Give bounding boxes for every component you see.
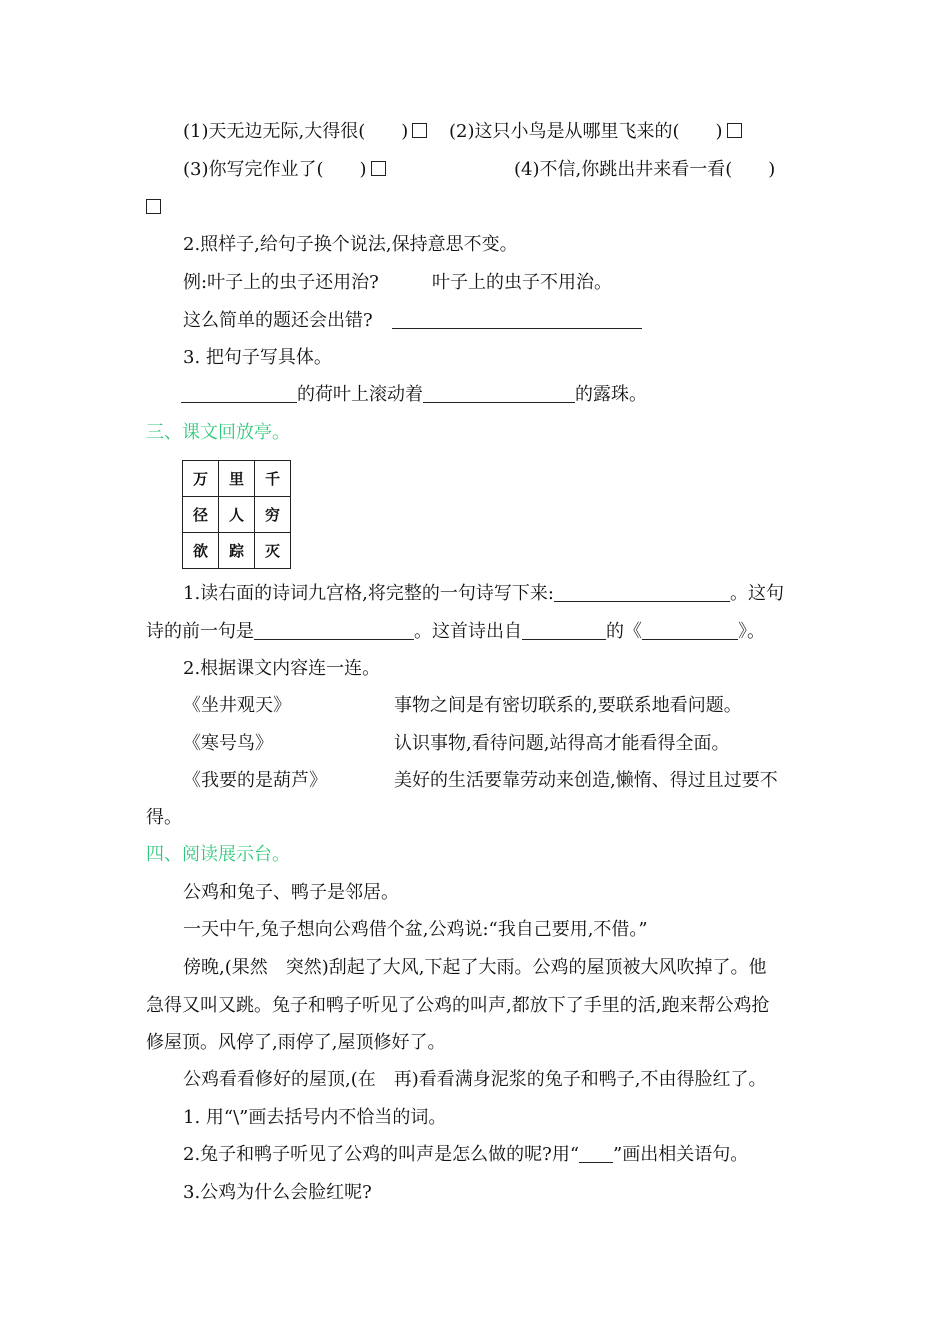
q2-title: 2.照样子,给句子换个说法,保持意思不变。 bbox=[183, 234, 518, 255]
grid-cell: 径 bbox=[183, 497, 219, 533]
story-paragraph-1: 公鸡和兔子、鸭子是邻居。 bbox=[183, 882, 399, 903]
answer-box-4[interactable] bbox=[146, 199, 161, 214]
q1-item-2: (2)这只小鸟是从哪里飞来的( ) bbox=[449, 121, 723, 142]
p3-q1-text-b: 。这句 bbox=[729, 583, 784, 604]
p4-question-3: 3.公鸡为什么会脸红呢? bbox=[183, 1182, 372, 1203]
grid-cell: 踪 bbox=[219, 533, 255, 569]
grid-cell: 里 bbox=[219, 461, 255, 497]
grid-cell: 穷 bbox=[255, 497, 291, 533]
q3-end: 的露珠。 bbox=[575, 384, 647, 405]
prev-line-blank[interactable] bbox=[254, 621, 414, 640]
grid-cell: 千 bbox=[255, 461, 291, 497]
match-left-3[interactable]: 《我要的是葫芦》 bbox=[183, 770, 327, 791]
poem-line-blank[interactable] bbox=[554, 583, 730, 602]
p4-question-2-a: 2.兔子和鸭子听见了公鸡的叫声是怎么做的呢?用“ bbox=[183, 1144, 580, 1165]
p3-q1-row-2 bbox=[146, 620, 765, 644]
story-paragraph-3-line-1: 傍晚,(果然 突然)刮起了大风,下起了大雨。公鸡的屋顶被大风吹掉了。他 bbox=[183, 957, 767, 978]
q1-item-4: (4)不信,你跳出井来看一看( ) bbox=[514, 159, 776, 180]
q2-answer-blank[interactable] bbox=[392, 310, 642, 329]
p3-q1-text-d: 。这首诗出自 bbox=[414, 621, 522, 642]
answer-box-1[interactable] bbox=[412, 123, 427, 138]
p3-q1-row-1 bbox=[183, 582, 784, 606]
q1-row-2 bbox=[183, 158, 386, 182]
p3-q1-text-a: 1.读右面的诗词九宫格,将完整的一句诗写下来: bbox=[183, 583, 554, 604]
p3-q2-title: 2.根据课文内容连一连。 bbox=[183, 658, 381, 679]
grid-cell: 灭 bbox=[255, 533, 291, 569]
q2-question-row bbox=[183, 309, 642, 333]
p4-question-1: 1. 用“\”画去括号内不恰当的词。 bbox=[183, 1107, 447, 1128]
q1-item-1: (1)天无边无际,大得很( ) bbox=[183, 121, 409, 142]
title-blank[interactable] bbox=[642, 621, 738, 640]
story-paragraph-3-line-2: 急得又叫又跳。兔子和鸭子听见了公鸡的叫声,都放下了手里的活,跑来帮公鸡抢 bbox=[146, 995, 770, 1016]
match-left-1[interactable]: 《坐井观天》 bbox=[183, 695, 291, 716]
q3-row bbox=[181, 383, 647, 407]
story-paragraph-4: 公鸡看看修好的屋顶,(在 再)看看满身泥浆的兔子和鸭子,不由得脸红了。 bbox=[183, 1069, 767, 1090]
q2-example-a: 例:叶子上的虫子还用治? bbox=[183, 272, 379, 293]
grid-cell: 万 bbox=[183, 461, 219, 497]
p3-q1-text-f: 》。 bbox=[738, 621, 765, 642]
match-right-3[interactable]: 美好的生活要靠劳动来创造,懒惰、得过且过要不 bbox=[394, 770, 778, 791]
p3-q1-text-e: 的《 bbox=[606, 621, 642, 642]
q1-row-1 bbox=[183, 120, 742, 144]
match-right-2[interactable]: 认识事物,看待问题,站得高才能看得全面。 bbox=[394, 733, 730, 754]
grid-cell: 欲 bbox=[183, 533, 219, 569]
q3-blank-2[interactable] bbox=[423, 384, 575, 403]
q2-question: 这么简单的题还会出错? bbox=[183, 310, 373, 331]
match-left-2[interactable]: 《寒号鸟》 bbox=[183, 733, 273, 754]
grid-cell: 人 bbox=[219, 497, 255, 533]
q2-example-b: 叶子上的虫子不用治。 bbox=[432, 272, 612, 293]
story-paragraph-2: 一天中午,兔子想向公鸡借个盆,公鸡说:“我自己要用,不借。” bbox=[183, 919, 648, 940]
p4-question-2-row bbox=[183, 1143, 748, 1167]
q3-blank-1[interactable] bbox=[181, 384, 297, 403]
section-3-heading: 三、课文回放亭。 bbox=[146, 422, 290, 443]
answer-box-3[interactable] bbox=[371, 161, 386, 176]
p3-q1-text-c: 诗的前一句是 bbox=[146, 621, 254, 642]
underline-sample bbox=[579, 1144, 613, 1163]
story-paragraph-3-line-3: 修屋顶。风停了,雨停了,屋顶修好了。 bbox=[146, 1032, 446, 1053]
q3-mid: 的荷叶上滚动着 bbox=[297, 384, 423, 405]
q1-row-3 bbox=[146, 196, 161, 220]
q3-title: 3. 把句子写具体。 bbox=[183, 347, 332, 368]
q1-item-3: (3)你写完作业了( ) bbox=[183, 159, 367, 180]
author-blank[interactable] bbox=[522, 621, 606, 640]
p4-question-2-b: ”画出相关语句。 bbox=[613, 1144, 749, 1165]
match-right-3-cont: 得。 bbox=[146, 807, 182, 828]
match-right-1[interactable]: 事物之间是有密切联系的,要联系地看问题。 bbox=[394, 695, 742, 716]
answer-box-2[interactable] bbox=[727, 123, 742, 138]
poem-grid bbox=[182, 460, 291, 569]
section-4-heading: 四、阅读展示台。 bbox=[146, 844, 290, 865]
